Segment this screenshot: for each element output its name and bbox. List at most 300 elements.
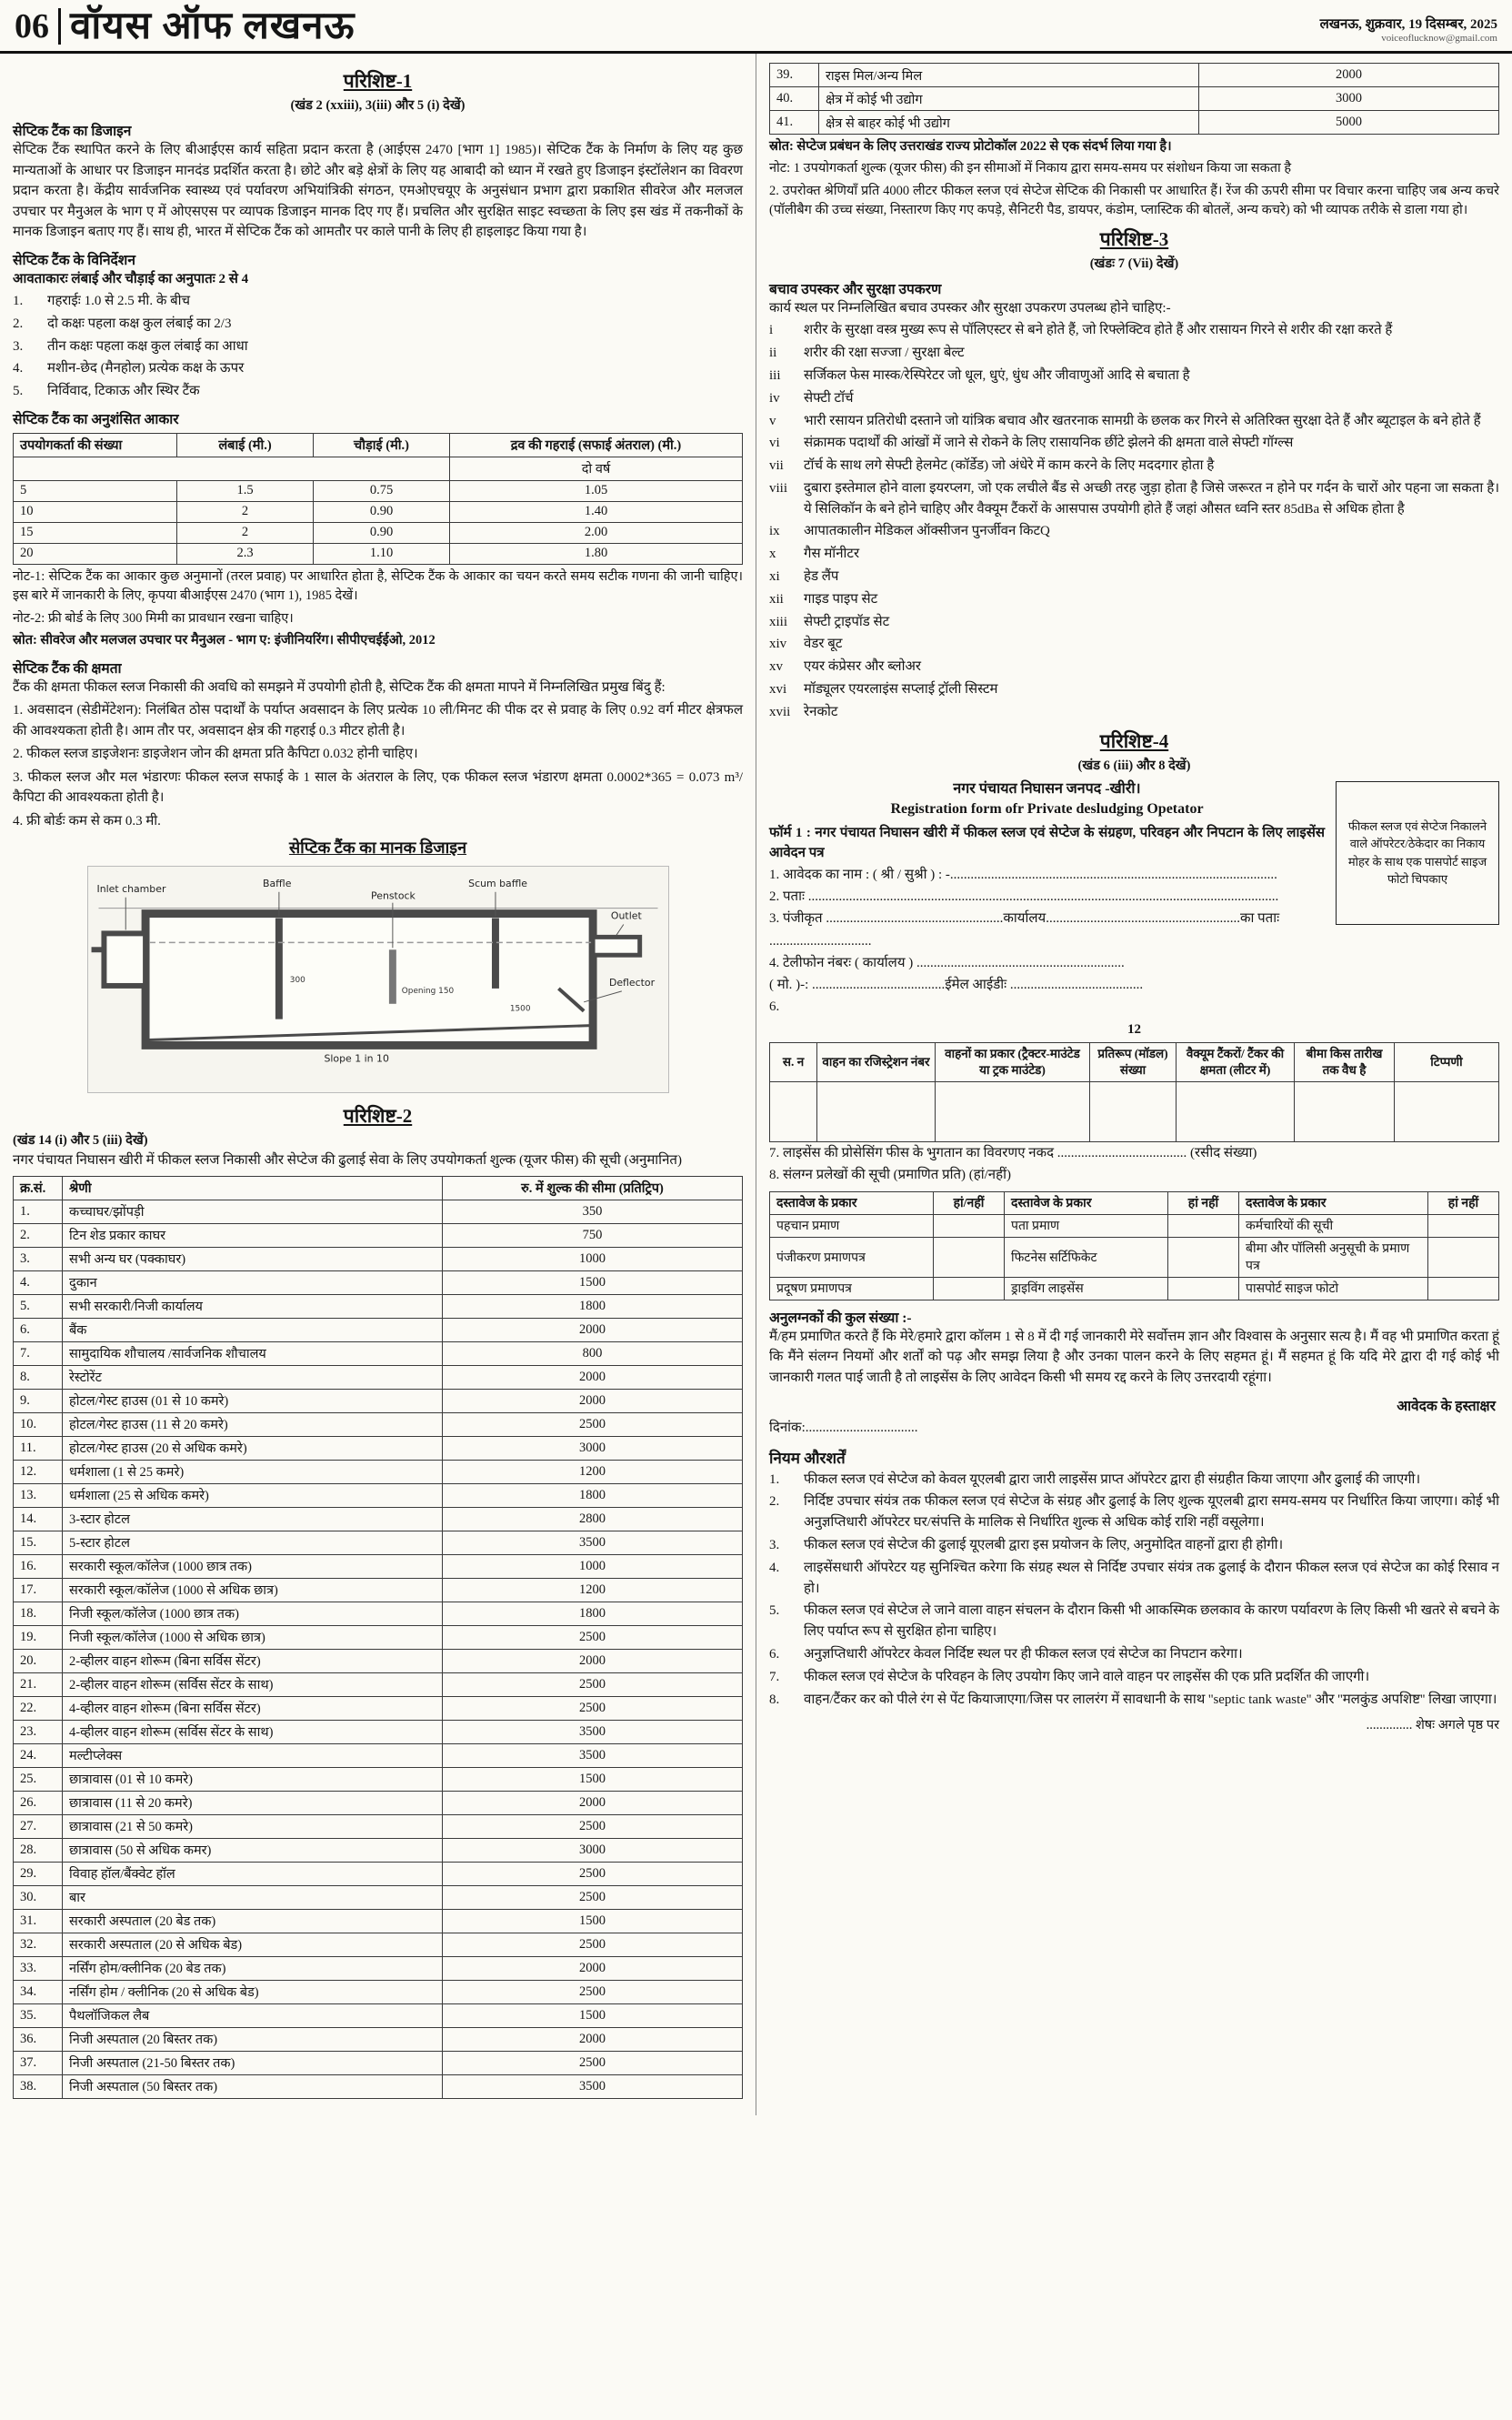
fee-row-amount: 2800 xyxy=(443,1507,743,1531)
doc-header-yn2: हां नहीं xyxy=(1168,1191,1239,1214)
safety-item-text: सेफ्टी ट्राइपॉड सेट xyxy=(804,614,890,629)
note2: नोट-2: फ्री बोर्ड के लिए 300 मिमी का प्रावधान रखना चाहिए। xyxy=(13,610,294,626)
spec-item-number: 2. xyxy=(13,316,24,331)
doc-cell-yn3 xyxy=(1428,1277,1499,1300)
appendix3-title: परिशिष्ट-3 xyxy=(1099,227,1169,250)
fee-row-serial: 34. xyxy=(14,1980,63,2003)
fee-row-serial: 35. xyxy=(14,2003,63,2027)
contact-email: voiceoflucknow@gmail.com xyxy=(1381,33,1497,44)
fee-table-row xyxy=(14,1791,743,1814)
fee-cont-row xyxy=(770,111,1499,135)
fee-row-amount: 2000 xyxy=(443,1956,743,1980)
fee-cont-category: क्षेत्र में कोई भी उद्योग xyxy=(819,87,1199,111)
safety-item-numeral: vi xyxy=(769,436,780,451)
fee-row-serial: 1. xyxy=(14,1200,63,1223)
fee-row-category: मल्टीप्लेक्स xyxy=(63,1743,443,1767)
applicant-signature-label: आवेदक के हस्ताक्षर xyxy=(1397,1399,1496,1415)
fee-table-row xyxy=(14,1720,743,1743)
fee-row-category: रेस्टोरेंट xyxy=(63,1365,443,1389)
size-header-depth: द्रव की गहराई (सफाई अंतराल) (मी.) xyxy=(450,433,743,457)
fee-row-category: सरकारी स्कूल/कॉलेज (1000 से अधिक छात्र) xyxy=(63,1578,443,1602)
safety-item-numeral: iii xyxy=(769,367,781,383)
appendix1-reference: (खंड 2 (xxiii), 3(iii) और 5 (i) देखें) xyxy=(290,98,466,113)
fee-row-category: धर्मशाला (25 से अधिक कमरे) xyxy=(63,1483,443,1507)
vehicle-header-remarks: टिप्पणी xyxy=(1395,1042,1499,1081)
fee-table-row xyxy=(14,1814,743,1838)
page-number: 06 xyxy=(15,7,49,45)
safety-item xyxy=(769,343,1499,364)
fee-table-row xyxy=(14,1247,743,1270)
fee-row-amount: 1200 xyxy=(443,1578,743,1602)
size-table-row xyxy=(14,480,743,501)
fee-row-serial: 13. xyxy=(14,1483,63,1507)
safety-item-numeral: i xyxy=(769,323,774,338)
size-source: स्रोत: सीवरेज और मलजल उपचार पर मैनुअल - भाग ए: इंजीनियरिंग। सीपीएचईईओ, 2012 xyxy=(13,633,436,648)
terms-list xyxy=(769,1470,1499,1711)
size-cell-users: 15 xyxy=(14,522,177,543)
tank-body xyxy=(145,914,593,1046)
fee-table-row xyxy=(14,1483,743,1507)
fee-row-amount: 2000 xyxy=(443,1389,743,1412)
fee-row-amount: 350 xyxy=(443,1200,743,1223)
fee-table-row xyxy=(14,1318,743,1341)
vehicle-empty-cell xyxy=(1090,1082,1177,1142)
vehicle-table-header-row xyxy=(770,1042,1499,1081)
fee-row-category: 2-व्हीलर वाहन शोरूम (सर्विस सेंटर के साथ) xyxy=(63,1672,443,1696)
inlet-chamber-shape xyxy=(104,934,145,987)
fee-row-serial: 2. xyxy=(14,1223,63,1247)
declaration-paragraph: मैं/हम प्रमाणित करते हैं कि मेरे/हमारे द्वारा कॉलम 1 से 8 में दी गई जानकारी मेरे सर्वोत्तम ज्ञान और विश्वास के अनुसार सत्य है। मैं वह भी प्रमाणित करता हूं कि मैंने संलग्न नियमों और शर्तों को पढ़ और समझ लिया है और उनका पालन करने के लिए सहमत हूं। मैं सहमत हूं कि यदि मेरे द्वारा दी गई कोई भी जानकारी गलत पाई जाती है तो लाइसेंस के लिए आवेदन किसी भी समय रद्द करने के लिए उत्तरदायी रहूंगा। xyxy=(769,1329,1499,1385)
spec-item-number: 3. xyxy=(13,338,24,354)
size-cell-length: 1.5 xyxy=(177,480,314,501)
terms-item-number: 4. xyxy=(769,1560,780,1575)
safety-item-numeral: xvi xyxy=(769,682,787,698)
safety-item xyxy=(769,456,1499,477)
fee-row-category: निजी स्कूल/कॉलेज (1000 से अधिक छात्र) xyxy=(63,1625,443,1649)
outlet-pipe-shape xyxy=(593,938,640,956)
safety-item xyxy=(769,567,1499,587)
form-title: फॉर्म 1 : नगर पंचायत निघासन खीरी में फीकल स्लज एवं सेप्टेज के संग्रहण, परिवहन और निपटान के लिए लाइसेंस आवेदन पत्र xyxy=(769,825,1325,861)
fee-table-row xyxy=(14,2027,743,2051)
size-cell-width: 0.75 xyxy=(314,480,450,501)
safety-item-text: शरीर की रक्षा सज्जा / सुरक्षा बेल्ट xyxy=(804,346,965,361)
masthead: वॉयस ऑफ लखनऊ xyxy=(70,5,355,47)
safety-item xyxy=(769,612,1499,633)
fee-row-amount: 1800 xyxy=(443,1483,743,1507)
fee-cont-row xyxy=(770,87,1499,111)
fee-row-category: छात्रावास (50 से अधिक कमर) xyxy=(63,1838,443,1862)
fee-row-category: होटल/गेस्ट हाउस (01 से 10 कमरे) xyxy=(63,1389,443,1412)
fee-row-category: विवाह हॉल/बैंक्वेट हॉल xyxy=(63,1862,443,1885)
safety-item-numeral: x xyxy=(769,547,776,562)
fee-table-row xyxy=(14,2051,743,2074)
fee-row-serial: 24. xyxy=(14,1743,63,1767)
safety-item-text: सेफ्टी टॉर्च xyxy=(804,390,854,406)
safety-item xyxy=(769,589,1499,610)
fee-row-serial: 7. xyxy=(14,1341,63,1365)
safety-item-text: मॉड्यूलर एयरलाइंस सप्लाई ट्रॉली सिस्टम xyxy=(804,682,998,698)
fee-row-category: बार xyxy=(63,1885,443,1909)
header-divider xyxy=(58,8,61,45)
appendix2-title: परिशिष्ट-2 xyxy=(343,1105,413,1128)
fee-row-serial: 3. xyxy=(14,1247,63,1270)
terms-item-number: 6. xyxy=(769,1646,780,1662)
fee-row-serial: 15. xyxy=(14,1531,63,1554)
size-cell-width: 0.90 xyxy=(314,501,450,522)
fee-table-row xyxy=(14,1436,743,1460)
fee-table-row xyxy=(14,1554,743,1578)
fee-row-serial: 28. xyxy=(14,1838,63,1862)
doc-header-type2: दस्तावेज के प्रकार xyxy=(1005,1191,1168,1214)
safety-item-numeral: xiv xyxy=(769,637,787,652)
left-column xyxy=(0,54,756,2115)
vehicle-empty-cell xyxy=(770,1082,817,1142)
fee-row-serial: 38. xyxy=(14,2074,63,2098)
page-marker: 12 xyxy=(1127,1021,1141,1037)
doc-cell-yn1 xyxy=(934,1237,1005,1277)
fee-table-row xyxy=(14,1507,743,1531)
vehicle-header-insurance: बीमा किस तारीख तक वैध है xyxy=(1295,1042,1395,1081)
terms-item xyxy=(769,1558,1499,1600)
fee-row-amount: 1000 xyxy=(443,1554,743,1578)
size-table-heading: सेप्टिक टैंक का अनुशंसित आकार xyxy=(13,411,179,427)
fee-row-serial: 12. xyxy=(14,1460,63,1483)
deflector-label: Deflector xyxy=(608,977,655,989)
doc-cell-type2: फिटनेस सर्टिफिकेट xyxy=(1005,1237,1168,1277)
fee-row-amount: 2500 xyxy=(443,1933,743,1956)
size-cell-width: 0.90 xyxy=(314,522,450,543)
fee-row-serial: 19. xyxy=(14,1625,63,1649)
fee-row-amount: 1200 xyxy=(443,1460,743,1483)
spec-item-text: दो कक्षः पहला कक्ष कुल लंबाई का 2/3 xyxy=(47,316,232,331)
fee-row-category: बैंक xyxy=(63,1318,443,1341)
form-field-line: 2. पताः .......................................................................................................................................... xyxy=(769,889,1279,904)
doc-cell-yn3 xyxy=(1428,1214,1499,1237)
safety-item-text: गाइड पाइप सेट xyxy=(804,591,878,607)
doc-cell-yn2 xyxy=(1168,1277,1239,1300)
size-table-row xyxy=(14,522,743,543)
fee-table-row xyxy=(14,1696,743,1720)
passport-photo-box xyxy=(1336,781,1499,925)
appendix4-title: परिशिष्ट-4 xyxy=(1099,729,1169,752)
fee-row-serial: 4. xyxy=(14,1270,63,1294)
fee-row-serial: 10. xyxy=(14,1412,63,1436)
terms-item-text: लाइसेंसधारी ऑपरेटर यह सुनिश्चित करेगा कि संग्रह स्थल से निर्दिष्ट उपचार संयंत्र तक ढुलाई के दौरान फीकल स्लज एवं सेप्टेज का कोई रिसाव न हो। xyxy=(804,1560,1499,1596)
fee-row-category: होटल/गेस्ट हाउस (20 से अधिक कमरे) xyxy=(63,1436,443,1460)
fee-row-amount: 2500 xyxy=(443,2051,743,2074)
vehicle-header-capacity: वैक्यूम टैंकरों/ टैंकर की क्षमता (लीटर में) xyxy=(1177,1042,1295,1081)
safety-item-text: वेडर बूट xyxy=(804,637,843,652)
fee-row-amount: 2500 xyxy=(443,1412,743,1436)
documents-table-row xyxy=(770,1214,1499,1237)
spec-item-number: 5. xyxy=(13,384,24,399)
fee-row-amount: 1800 xyxy=(443,1294,743,1318)
terms-item-number: 2. xyxy=(769,1494,780,1510)
fee-row-category: नर्सिंग होम/क्लीनिक (20 बेड तक) xyxy=(63,1956,443,1980)
fee-table-row xyxy=(14,1980,743,2003)
safety-item xyxy=(769,634,1499,655)
scum-baffle-shape xyxy=(491,919,498,989)
terms-item-number: 8. xyxy=(769,1692,780,1707)
safety-item-numeral: xii xyxy=(769,591,784,607)
safety-item-text: हेड लैंप xyxy=(804,569,839,585)
vehicle-table-empty-row xyxy=(770,1082,1499,1142)
fee-cont-serial: 39. xyxy=(770,64,819,87)
size-interval-label: दो वर्ष xyxy=(450,457,743,480)
capacity-intro: टैंक की क्षमता फीकल स्लज निकासी की अवधि को समझने में उपयोगी होती है, सेप्टिक टैंक की क्षमता मापने में निम्नलिखित प्रमुख बिंदु हैं: xyxy=(13,679,666,695)
fee-row-serial: 25. xyxy=(14,1767,63,1791)
capacity-point: 1. अवसादन (सेडीमेंटेशन): निलंबित ठोस पदार्थों के पर्याप्त अवसादन के लिए प्रत्येक 10 ली/मिनट की पीक दर से प्रवाह के लिए 0.92 वर्ग मीटर क्षेत्रफल की आवश्यकता होती है। आम तौर पर, अवसादन क्षेत्र की गहराई 0.3 मीटर होती है। xyxy=(13,703,743,738)
municipality-heading: नगर पंचायत निघासन जनपद -खीरी। xyxy=(953,780,1141,797)
fee-header-serial: क्र.सं. xyxy=(14,1176,63,1200)
fee-table-row xyxy=(14,1341,743,1365)
doc-cell-type1: प्रदूषण प्रमाणपत्र xyxy=(770,1277,934,1300)
fee-row-amount: 1500 xyxy=(443,1909,743,1933)
fee-row-amount: 2000 xyxy=(443,1365,743,1389)
spec-item xyxy=(13,358,743,379)
size-table xyxy=(13,433,743,565)
fee-table-row xyxy=(14,1933,743,1956)
fee-cont-category: राइस मिल/अन्य मिल xyxy=(819,64,1199,87)
terms-item-number: 7. xyxy=(769,1669,780,1684)
safety-item xyxy=(769,521,1499,542)
vehicle-empty-cell xyxy=(817,1082,936,1142)
terms-item-text: अनुज्ञप्तिधारी ऑपरेटर केवल निर्दिष्ट स्थल पर ही फीकल स्लज एवं सेप्टेज का निपटान करेगा। xyxy=(804,1646,1243,1662)
spec-item xyxy=(13,291,743,312)
registration-form-heading: Registration form ofr Private desludging Opetator xyxy=(890,800,1204,817)
fee-row-amount: 2000 xyxy=(443,1649,743,1672)
terms-item xyxy=(769,1690,1499,1711)
spec-item-number: 4. xyxy=(13,361,24,377)
size-cell-length: 2.3 xyxy=(177,543,314,564)
vehicle-header-type: वाहनों का प्रकार (ट्रैक्टर-माउंटेड या ट्रक माउंटेड) xyxy=(936,1042,1090,1081)
safety-item-text: गैस मॉनीटर xyxy=(804,547,860,562)
doc-header-type3: दस्तावेज के प्रकार xyxy=(1239,1191,1428,1214)
safety-item-numeral: ii xyxy=(769,346,777,361)
fee-table-row xyxy=(14,1909,743,1933)
documents-table-header-row xyxy=(770,1191,1499,1214)
vehicle-empty-cell xyxy=(1177,1082,1295,1142)
size-table-interval-row xyxy=(14,457,743,480)
terms-heading: नियम औरशर्तें xyxy=(769,1449,846,1467)
fee-row-category: दुकान xyxy=(63,1270,443,1294)
fee-table-row xyxy=(14,1389,743,1412)
size-cell-users: 20 xyxy=(14,543,177,564)
fee-row-serial: 20. xyxy=(14,1649,63,1672)
fee-row-serial: 23. xyxy=(14,1720,63,1743)
fee-row-amount: 2000 xyxy=(443,1791,743,1814)
safety-item-text: भारी रसायन प्रतिरोधी दस्ताने जो यांत्रिक बचाव और खतरनाक सामग्री के छलक कर गिरने से अतिरिक्त सुरक्षा देते हैं और ब्यूटाइल के बने होते हैं xyxy=(804,413,1481,428)
doc-cell-type3: पासपोर्ट साइज फोटो xyxy=(1239,1277,1428,1300)
date-line: दिनांक:................................. xyxy=(769,1421,918,1436)
attached-documents-line: 8. संलग्न प्रलेखों की सूची (प्रमाणित प्रति) (हां/नहीं) xyxy=(769,1168,1011,1183)
appendix4-reference: (खंड 6 (iii) और 8 देखें) xyxy=(1077,758,1191,773)
safety-intro: कार्य स्थल पर निम्नलिखित बचाव उपस्कर और सुरक्षा उपकरण उपलब्ध होने चाहिए:- xyxy=(769,300,1171,316)
safety-item-text: सर्जिकल फेस मास्क/रेस्पिरेटर जो धूल, धुएं, धुंध और जीवाणुओं आदि से बचाता है xyxy=(804,367,1190,383)
terms-item-text: निर्दिष्ट उपचार संयंत्र तक फीकल स्लज एवं सेप्टेज के संग्रह और ढुलाई के लिए शुल्क यूएलबी द्वारा समय-समय पर निर्धारित किया जाएगा। कोई भी अनुज्ञप्तिधारी ऑपरेटर घर/संपत्ति के मालिक से निर्धारित शुल्क से अधिक कोई राशि नहीं वसूलेगा। xyxy=(804,1494,1499,1531)
appendix3-reference: (खंडः 7 (Vii) देखें) xyxy=(1089,256,1179,271)
safety-item-text: एयर कंप्रेसर और ब्लोअर xyxy=(804,659,922,675)
page-header xyxy=(0,0,1512,54)
fee-row-category: छात्रावास (21 से 50 कमरे) xyxy=(63,1814,443,1838)
vehicle-header-serial: स. न xyxy=(770,1042,817,1081)
fee-cont-serial: 41. xyxy=(770,111,819,135)
fee-row-amount: 2500 xyxy=(443,1625,743,1649)
size-interval-empty xyxy=(14,457,450,480)
fee-row-category: नर्सिंग होम / क्लीनिक (20 से अधिक बेड) xyxy=(63,1980,443,2003)
fee-row-category: 4-व्हीलर वाहन शोरूम (सर्विस सेंटर के साथ) xyxy=(63,1720,443,1743)
safety-item xyxy=(769,544,1499,565)
fee-row-category: निजी स्कूल/कॉलेज (1000 छात्र तक) xyxy=(63,1602,443,1625)
fee-row-category: निजी अस्पताल (20 बिस्तर तक) xyxy=(63,2027,443,2051)
safety-item-text: शरीर के सुरक्षा वस्त्र मुख्य रूप से पॉलिएस्टर से बने होते हैं, जो रिफ्लेक्टिव होते हैं और रासायन गिरने से शरीर की रक्षा करते हैं xyxy=(804,323,1393,338)
fee-row-serial: 33. xyxy=(14,1956,63,1980)
terms-item-text: वाहन/टैंकर कर को पीले रंग से पेंट कियाजाएगा/जिस पर लालरंग में सावधानी के साथ ''septic tank waste'' और ''मलकुंड अपशिष्ट'' लिखा जाएगा। xyxy=(804,1692,1497,1707)
spec-item-number: 1. xyxy=(13,294,24,308)
documents-table xyxy=(769,1191,1499,1300)
fee-row-amount: 1500 xyxy=(443,1767,743,1791)
fee-row-category: धर्मशाला (1 से 25 कमरे) xyxy=(63,1460,443,1483)
fee-table-row xyxy=(14,1838,743,1862)
capacity-heading: सेप्टिक टैंक की क्षमता xyxy=(13,660,122,677)
terms-item xyxy=(769,1667,1499,1688)
fee-row-amount: 2500 xyxy=(443,1814,743,1838)
documents-table-row xyxy=(770,1277,1499,1300)
fee-row-amount: 1000 xyxy=(443,1247,743,1270)
fee-row-category: पैथलॉजिकल लैब xyxy=(63,2003,443,2027)
size-header-width: चौड़ाई (मी.) xyxy=(314,433,450,457)
fee-row-amount: 2000 xyxy=(443,1318,743,1341)
appendix2-reference: (खंड 14 (i) और 5 (iii) देखें) xyxy=(13,1133,148,1149)
fee-row-serial: 18. xyxy=(14,1602,63,1625)
size-table-row xyxy=(14,543,743,564)
safety-item-text: संक्रामक पदार्थों की आंखों में जाने से रोकने के लिए रासायनिक छींटे झेलने की क्षमता वाले सेफ्टी गॉग्ल्स xyxy=(804,436,1294,451)
fee-table-row xyxy=(14,1862,743,1885)
septic-design-paragraph: सेप्टिक टैंक स्थापित करने के लिए बीआईएस कार्य सहिता प्रदान करता है (आईएस 2470 [भाग 1] 1985)। सेप्टिक टैंक के निर्माण के लिए यह कुछ मान्यताओं के आधार पर डिजाइन मानदंड प्रदर्शित करता है। छोटे और बड़े क्षेत्रों के लिए यह आबादी को ध्यान में रखते हुए डिजाइन इंस्टॉलेशन का विवरण प्रदान करता है। केंद्रीय सार्वजनिक स्वास्थ्य एवं पर्यावरण अभियांत्रिकी संगठन, एमओएचयूए के अनुसंधान प्रभाग द्वारा प्रकाशित सीवरेज और मलजल उपचार पर मैनुअल के भाग ए में ओएसएस पर व्यापक डिजाइन मानक दिए गए हैं। प्रचलित और सुरक्षित साइट स्वच्छता के लिए इस खंड में तकनीकों के मानक डिजाइन बताए गए हैं। साथ ही, भारत में सेप्टिक टैंक को आमतौर पर काले पानी के लिए ही हाइलाइट किया गया है। xyxy=(13,143,743,239)
safety-item xyxy=(769,320,1499,341)
fee-cont-amount: 2000 xyxy=(1199,64,1499,87)
safety-item-numeral: xvii xyxy=(769,704,791,719)
fee-row-category: टिन शेड प्रकार काघर xyxy=(63,1223,443,1247)
terms-item-number: 3. xyxy=(769,1537,780,1552)
fee-row-serial: 16. xyxy=(14,1554,63,1578)
fee-table-row xyxy=(14,1200,743,1223)
fee-table-row xyxy=(14,1956,743,1980)
safety-item xyxy=(769,366,1499,387)
terms-item xyxy=(769,1491,1499,1533)
continuation-note: .............. शेषः अगले पृष्ठ पर xyxy=(1366,1718,1499,1733)
fee-row-category: 2-व्हीलर वाहन शोरूम (बिना सर्विस सेंटर) xyxy=(63,1649,443,1672)
fee-row-serial: 36. xyxy=(14,2027,63,2051)
form-field-line: 6. xyxy=(769,999,780,1015)
safety-item-text: दुबारा इस्तेमाल होने वाला इयरप्लग, जो एक लचीले बैंड से अच्छी तरह जुड़ा होता है जिसे जरूरत न होने पर गर्दन के चारों ओर पहना जा सकता है। ये सिलिकॉन के बने होने चाहिए और वैक्यूम टैंकरों के आसपास उपयोगी होते हैं जहां औसत ध्वनि स्तर 85dBa से अधिक होता है xyxy=(804,480,1499,517)
fee-source: स्रोत: सेप्टेज प्रबंधन के लिए उत्तराखंड राज्य प्रोटोकॉल 2022 से एक संदर्भ लिया गया है। xyxy=(769,139,1172,154)
size-cell-depth: 1.80 xyxy=(450,543,743,564)
vehicle-header-model: प्रतिरूप (मॉडल) संख्या xyxy=(1090,1042,1177,1081)
fee-row-serial: 8. xyxy=(14,1365,63,1389)
fee-row-amount: 2500 xyxy=(443,1885,743,1909)
safety-item xyxy=(769,433,1499,454)
terms-item-text: फीकल स्लज एवं सेप्टेज ले जाने वाला वाहन संचलन के दौरान किसी भी आकस्मिक छलकाव के कारण पर्यावरण के लिए किसी भी खतरे से बचने के लिए पर्याप्त रूप से सुरक्षित होना चाहिए। xyxy=(804,1603,1499,1640)
septic-tank-diagram-svg xyxy=(87,866,669,1093)
fee-row-category: सामुदायिक शौचालय /सार्वजनिक शौचालय xyxy=(63,1341,443,1365)
fee-row-category: सभी अन्य घर (पक्काघर) xyxy=(63,1247,443,1270)
fee-row-amount: 1500 xyxy=(443,1270,743,1294)
fee-row-amount: 800 xyxy=(443,1341,743,1365)
doc-cell-yn2 xyxy=(1168,1237,1239,1277)
fee-cont-category: क्षेत्र से बाहर कोई भी उद्योग xyxy=(819,111,1199,135)
fee-row-amount: 3000 xyxy=(443,1436,743,1460)
spec-list xyxy=(13,291,743,402)
spec-item-text: गहराईः 1.0 से 2.5 मी. के बीच xyxy=(47,294,191,308)
safety-item xyxy=(769,388,1499,409)
doc-cell-type2: पता प्रमाण xyxy=(1005,1214,1168,1237)
safety-item-text: आपातकालीन मेडिकल ऑक्सीजन पुनर्जीवन किटQ xyxy=(804,524,1050,539)
size-cell-length: 2 xyxy=(177,501,314,522)
fee-row-category: 5-स्टार होटल xyxy=(63,1531,443,1554)
fee-row-serial: 29. xyxy=(14,1862,63,1885)
fee-row-amount: 2500 xyxy=(443,1980,743,2003)
safety-item-text: रेनकोट xyxy=(804,704,838,719)
safety-item xyxy=(769,657,1499,678)
fee-cont-row xyxy=(770,64,1499,87)
form-field-line: 1. आवेदक का नाम : ( श्री / सुश्री ) : -................................................................................................ xyxy=(769,867,1277,882)
fee-row-category: सरकारी स्कूल/कॉलेज (1000 छात्र तक) xyxy=(63,1554,443,1578)
fee-note2: 2. उपरोक्त श्रेणियाँ प्रति 4000 लीटर फीकल स्लज एवं सेप्टेज सेप्टिक की निकासी पर आधारित हैं। रेंज की ऊपरी सीमा पर विचार करना चाहिए जब अन्य कचरे (पॉलीबैग की उच्च संख्या, निस्तारण किए गए कपड़े, सैनिटरी पैड, डायपर, कंडोम, प्लास्टिक की बोतलें, अन्य कचरे) को भी व्यापक तरीके से डाला गया हो। xyxy=(769,183,1499,218)
dim-300-label: 300 xyxy=(289,976,305,986)
capacity-point: 4. फ्री बोर्डः कम से कम 0.3 मी. xyxy=(13,813,161,828)
fee-table xyxy=(13,1176,743,2099)
fee-table-row xyxy=(14,1531,743,1554)
fee-row-amount: 3500 xyxy=(443,1720,743,1743)
spec-item-text: निर्विवाद, टिकाऊ और स्थिर टैंक xyxy=(47,384,200,399)
fee-row-amount: 1800 xyxy=(443,1602,743,1625)
fee-row-category: सरकारी अस्पताल (20 से अधिक बेड) xyxy=(63,1933,443,1956)
vehicle-empty-cell xyxy=(1395,1082,1499,1142)
terms-item xyxy=(769,1535,1499,1556)
size-table-row xyxy=(14,501,743,522)
fee-table-row xyxy=(14,1672,743,1696)
size-cell-width: 1.10 xyxy=(314,543,450,564)
fee-row-amount: 3500 xyxy=(443,2074,743,2098)
doc-cell-yn2 xyxy=(1168,1214,1239,1237)
attachments-total-label: अनुलग्नकों की कुल संख्या :- xyxy=(769,1310,912,1326)
safety-item-numeral: v xyxy=(769,413,776,428)
safety-item-numeral: xiii xyxy=(769,614,788,629)
fee-row-serial: 11. xyxy=(14,1436,63,1460)
doc-cell-type3: बीमा और पॉलिसी अनुसूची के प्रमाण पत्र xyxy=(1239,1237,1428,1277)
documents-table-row xyxy=(770,1237,1499,1277)
fee-table-row xyxy=(14,1460,743,1483)
fee-table-row xyxy=(14,1578,743,1602)
fee-row-category: निजी अस्पताल (21-50 बिस्तर तक) xyxy=(63,2051,443,2074)
doc-cell-type3: कर्मचारियों की सूची xyxy=(1239,1214,1428,1237)
baffle-shape xyxy=(275,919,282,1019)
fee-row-serial: 6. xyxy=(14,1318,63,1341)
fee-table-row xyxy=(14,1625,743,1649)
fee-row-serial: 22. xyxy=(14,1696,63,1720)
fee-table-row xyxy=(14,1767,743,1791)
penstock-label: Penstock xyxy=(370,890,416,903)
size-table-header-row xyxy=(14,433,743,457)
spec-intro: आवताकारः लंबाई और चौड़ाई का अनुपातः 2 से 4 xyxy=(13,271,249,286)
fee-table-continued xyxy=(769,63,1499,135)
safety-item xyxy=(769,478,1499,520)
processing-fee-line: 7. लाइसेंस की प्रोसेसिंग फीस के भुगतान का विवरणए नकद ...................................... (रसीद संख्या) xyxy=(769,1146,1257,1161)
size-cell-depth: 1.40 xyxy=(450,501,743,522)
spec-item xyxy=(13,336,743,357)
doc-cell-type1: पहचान प्रमाण xyxy=(770,1214,934,1237)
